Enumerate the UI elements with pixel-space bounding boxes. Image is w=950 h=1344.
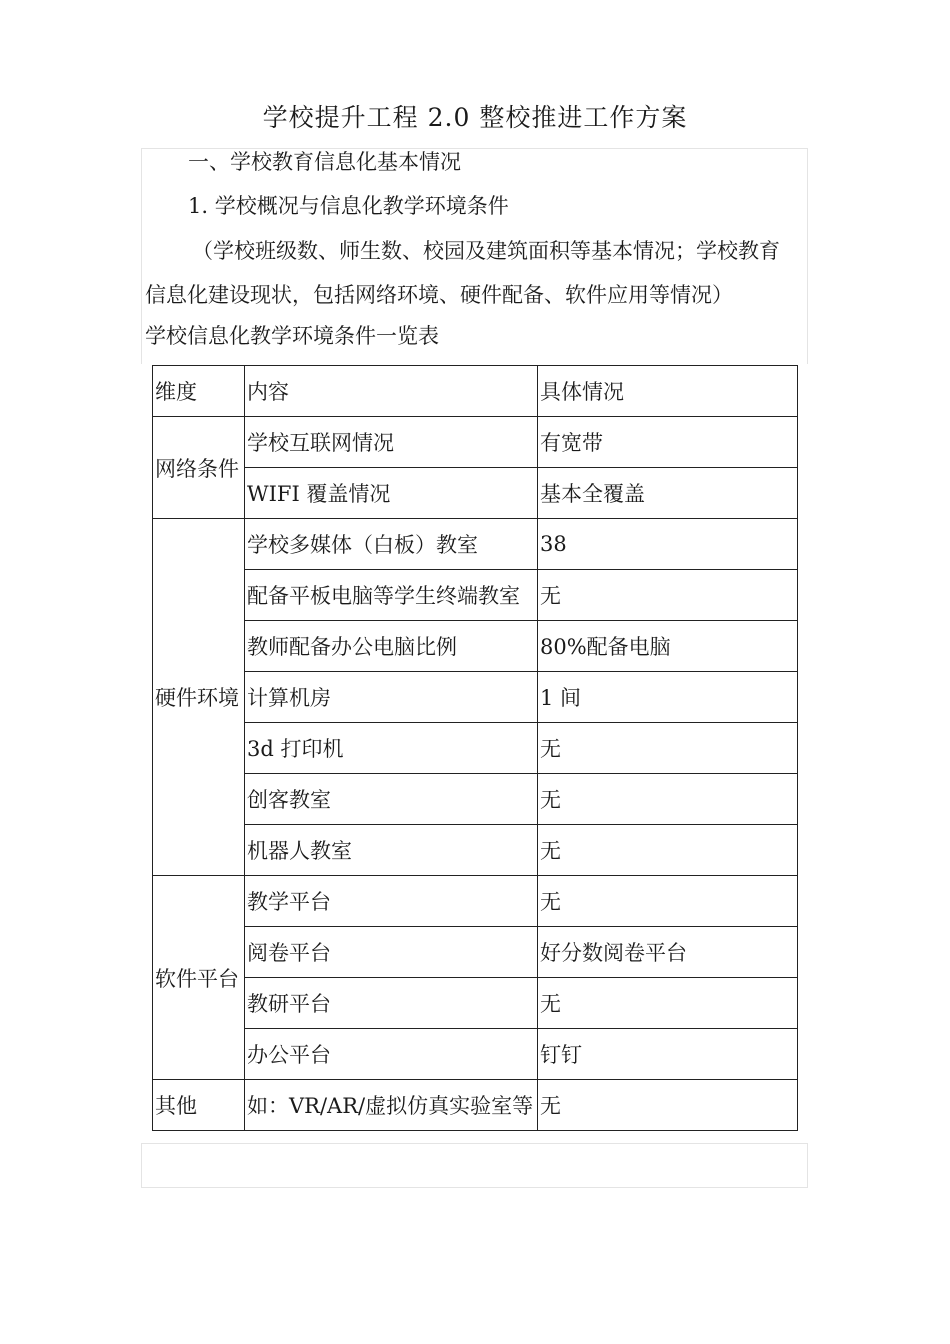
content-cell: 教学平台	[245, 876, 538, 927]
table-row	[153, 723, 798, 774]
detail-cell: 无	[538, 723, 798, 774]
table-row	[153, 570, 798, 621]
detail-cell: 1 间	[538, 672, 798, 723]
content-cell: WIFI 覆盖情况	[245, 468, 538, 519]
detail-cell: 无	[538, 1080, 798, 1131]
content-cell: 配备平板电脑等学生终端教室	[245, 570, 538, 621]
table-row	[153, 672, 798, 723]
header-detail: 具体情况	[538, 366, 798, 417]
detail-cell: 基本全覆盖	[538, 468, 798, 519]
content-cell: 阅卷平台	[245, 927, 538, 978]
detail-cell: 无	[538, 570, 798, 621]
dimension-cell: 硬件环境	[153, 519, 245, 876]
detail-cell: 38	[538, 519, 798, 570]
table-row	[153, 519, 798, 570]
content-cell: 教师配备办公电脑比例	[245, 621, 538, 672]
environment-table	[152, 365, 798, 1131]
detail-cell: 好分数阅卷平台	[538, 927, 798, 978]
content-cell: 计算机房	[245, 672, 538, 723]
detail-cell: 80%配备电脑	[538, 621, 798, 672]
table-row	[153, 927, 798, 978]
section-note-line-1: （学校班级数、师生数、校园及建筑面积等基本情况；学校教育	[192, 239, 780, 263]
table-header-row	[153, 366, 798, 417]
detail-cell: 无	[538, 876, 798, 927]
content-cell: 机器人教室	[245, 825, 538, 876]
detail-cell: 无	[538, 825, 798, 876]
table-row	[153, 1029, 798, 1080]
section-subheading: 1. 学校概况与信息化教学环境条件	[188, 194, 509, 218]
table-row	[153, 876, 798, 927]
dimension-cell: 网络条件	[153, 417, 245, 519]
table-row	[153, 468, 798, 519]
table-row	[153, 978, 798, 1029]
table-row	[153, 825, 798, 876]
content-cell: 如：VR/AR/虚拟仿真实验室等	[245, 1080, 538, 1131]
detail-cell: 无	[538, 774, 798, 825]
content-cell: 创客教室	[245, 774, 538, 825]
table-caption: 学校信息化教学环境条件一览表	[145, 324, 439, 348]
table-row	[153, 774, 798, 825]
table-row	[153, 1080, 798, 1131]
dimension-cell: 其他	[153, 1080, 245, 1131]
detail-cell: 钉钉	[538, 1029, 798, 1080]
content-cell: 教研平台	[245, 978, 538, 1029]
section-note-line-2: 信息化建设现状，包括网络环境、硬件配备、软件应用等情况）	[145, 283, 733, 307]
header-dimension: 维度	[153, 366, 245, 417]
content-cell: 3d 打印机	[245, 723, 538, 774]
header-content: 内容	[245, 366, 538, 417]
text-frame-bottom	[141, 1143, 808, 1188]
table-row	[153, 621, 798, 672]
content-cell: 学校互联网情况	[245, 417, 538, 468]
dimension-cell: 软件平台	[153, 876, 245, 1080]
detail-cell: 有宽带	[538, 417, 798, 468]
section-heading: 一、学校教育信息化基本情况	[188, 150, 461, 174]
content-cell: 学校多媒体（白板）教室	[245, 519, 538, 570]
content-cell: 办公平台	[245, 1029, 538, 1080]
document-title: 学校提升工程 2.0 整校推进工作方案	[262, 103, 688, 132]
table-row	[153, 417, 798, 468]
detail-cell: 无	[538, 978, 798, 1029]
